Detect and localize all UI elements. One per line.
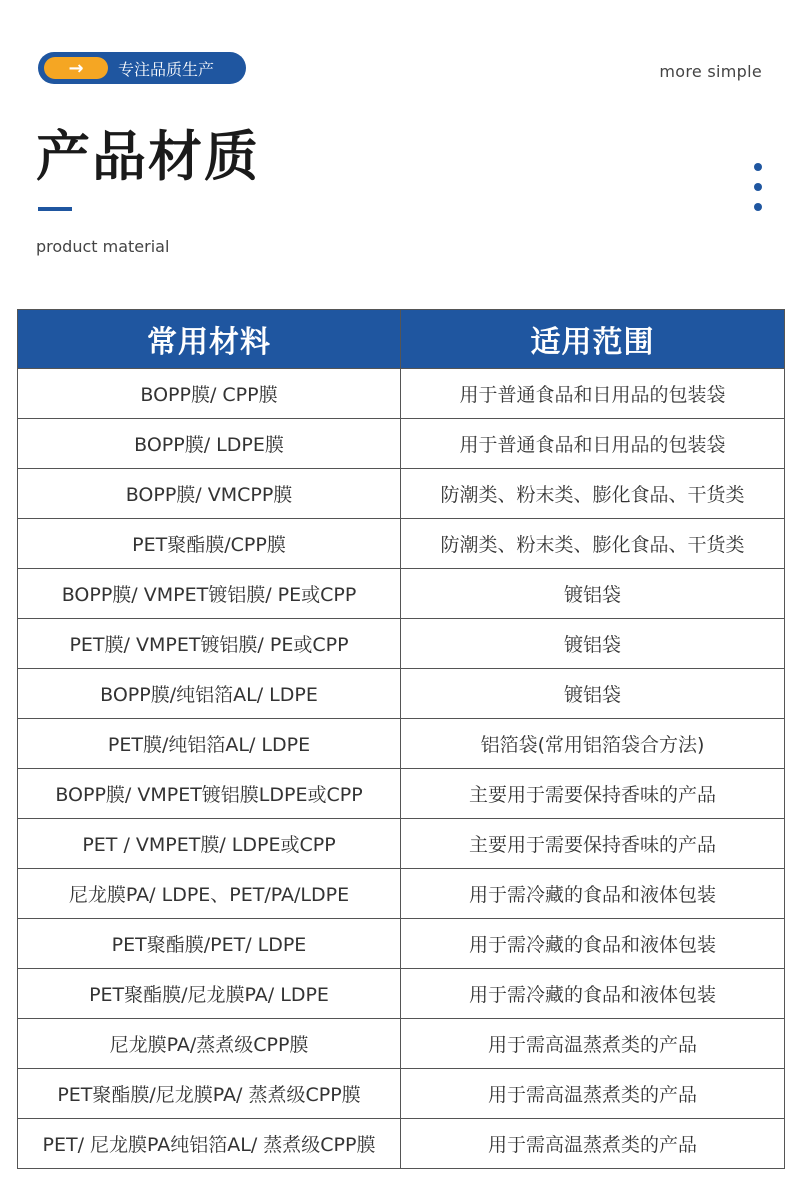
material-cell: PET膜/纯铝箔AL/ LDPE <box>18 719 401 769</box>
material-cell: BOPP膜/ CPP膜 <box>18 369 401 419</box>
application-cell: 用于普通食品和日用品的包装袋 <box>401 419 785 469</box>
application-cell: 铝箔袋(常用铝箔袋合方法) <box>401 719 785 769</box>
vertical-dots-icon <box>754 163 762 211</box>
table-row <box>18 419 785 469</box>
badge-text: 专注品质生产 <box>118 59 215 79</box>
material-cell: PET聚酯膜/PET/ LDPE <box>18 919 401 969</box>
application-cell: 用于需高温蒸煮类的产品 <box>401 1019 785 1069</box>
material-cell: BOPP膜/ VMPET镀铝膜/ PE或CPP <box>18 569 401 619</box>
dot <box>754 203 762 211</box>
table-row <box>18 1069 785 1119</box>
application-cell: 主要用于需要保持香味的产品 <box>401 819 785 869</box>
table-header-row <box>18 310 785 369</box>
dot <box>754 183 762 191</box>
table-row <box>18 719 785 769</box>
header-materials: 常用材料 <box>18 310 401 369</box>
table-row <box>18 769 785 819</box>
application-cell: 用于需冷藏的食品和液体包装 <box>401 869 785 919</box>
table-row <box>18 1119 785 1169</box>
header-badge <box>38 52 246 84</box>
material-cell: PET聚酯膜/尼龙膜PA/ LDPE <box>18 969 401 1019</box>
table-row <box>18 369 785 419</box>
material-cell: BOPP膜/ VMPET镀铝膜LDPE或CPP <box>18 769 401 819</box>
application-cell: 用于需冷藏的食品和液体包装 <box>401 969 785 1019</box>
material-cell: BOPP膜/ LDPE膜 <box>18 419 401 469</box>
material-cell: BOPP膜/ VMCPP膜 <box>18 469 401 519</box>
table-row <box>18 669 785 719</box>
application-cell: 防潮类、粉末类、膨化食品、干货类 <box>401 469 785 519</box>
table-row <box>18 1019 785 1069</box>
material-cell: PET聚酯膜/CPP膜 <box>18 519 401 569</box>
table-row <box>18 469 785 519</box>
material-cell: PET膜/ VMPET镀铝膜/ PE或CPP <box>18 619 401 669</box>
application-cell: 镀铝袋 <box>401 569 785 619</box>
table-row <box>18 969 785 1019</box>
material-cell: BOPP膜/纯铝箔AL/ LDPE <box>18 669 401 719</box>
application-cell: 主要用于需要保持香味的产品 <box>401 769 785 819</box>
dot <box>754 163 762 171</box>
table-row <box>18 519 785 569</box>
tagline: more simple <box>659 62 762 81</box>
application-cell: 用于需冷藏的食品和液体包装 <box>401 919 785 969</box>
table-row <box>18 869 785 919</box>
application-cell: 镀铝袋 <box>401 619 785 669</box>
arrow-right-icon: → <box>44 57 108 79</box>
title-underline <box>38 207 72 211</box>
page-subtitle: product material <box>36 237 170 256</box>
application-cell: 用于需高温蒸煮类的产品 <box>401 1069 785 1119</box>
material-cell: 尼龙膜PA/ LDPE、PET/PA/LDPE <box>18 869 401 919</box>
page-title: 产品材质 <box>36 125 260 188</box>
application-cell: 用于需高温蒸煮类的产品 <box>401 1119 785 1169</box>
table-row <box>18 919 785 969</box>
application-cell: 用于普通食品和日用品的包装袋 <box>401 369 785 419</box>
table-row <box>18 819 785 869</box>
table-row <box>18 619 785 669</box>
table-body <box>18 369 785 1169</box>
header-applications: 适用范围 <box>401 310 785 369</box>
material-table <box>17 309 785 1169</box>
application-cell: 镀铝袋 <box>401 669 785 719</box>
application-cell: 防潮类、粉末类、膨化食品、干货类 <box>401 519 785 569</box>
material-cell: 尼龙膜PA/蒸煮级CPP膜 <box>18 1019 401 1069</box>
material-cell: PET聚酯膜/尼龙膜PA/ 蒸煮级CPP膜 <box>18 1069 401 1119</box>
table-row <box>18 569 785 619</box>
material-cell: PET / VMPET膜/ LDPE或CPP <box>18 819 401 869</box>
material-cell: PET/ 尼龙膜PA纯铝箔AL/ 蒸煮级CPP膜 <box>18 1119 401 1169</box>
